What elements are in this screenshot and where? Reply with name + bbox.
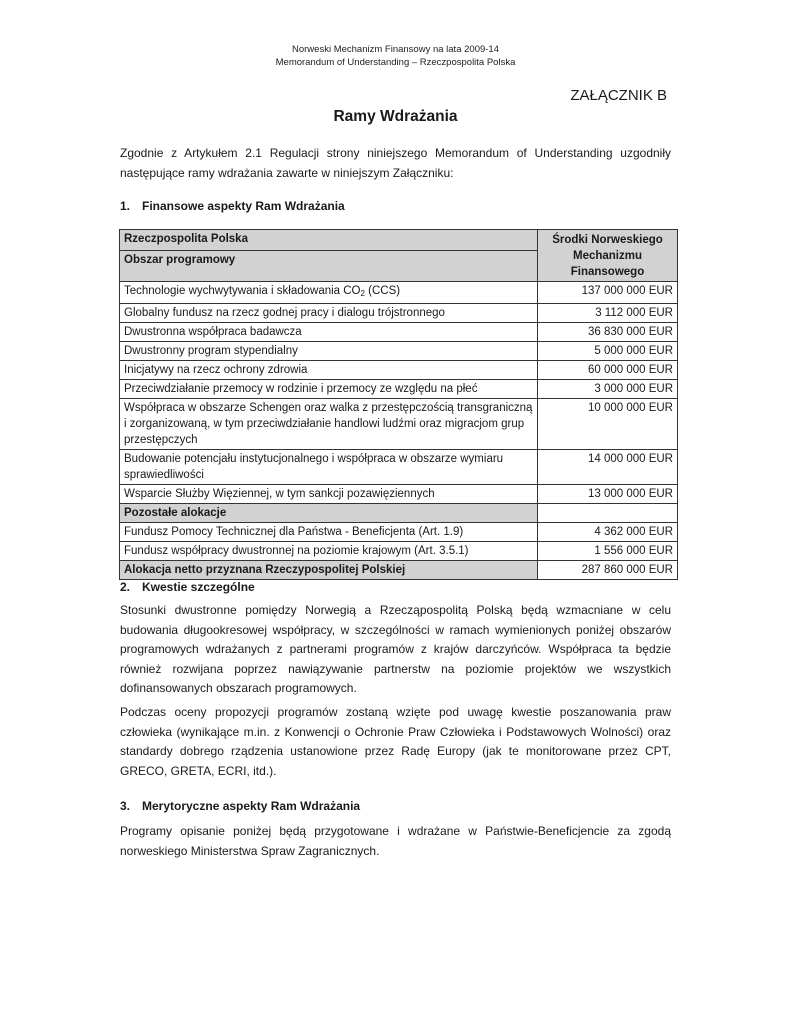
total-amount: 287 860 000 EUR [538, 561, 678, 580]
row-label: Dwustronny program stypendialny [120, 342, 538, 361]
row-label: Fundusz Pomocy Technicznej dla Państwa - Beneficjenta (Art. 1.9) [120, 523, 538, 542]
section2-heading [120, 580, 255, 594]
page-title: Ramy Wdrażania [333, 108, 458, 125]
row-label: Współpraca w obszarze Schengen oraz walka z przestępczością transgraniczną i zorganizowaną, w tym przeciwdziałanie handlowi ludźmi oraz migracjom grup przestępczych [120, 399, 538, 450]
table-row [120, 282, 678, 304]
table-row [120, 399, 678, 450]
table-header-row [120, 230, 678, 251]
table-total-row [120, 561, 678, 580]
row-label: Fundusz współpracy dwustronnej na poziomie krajowym (Art. 3.5.1) [120, 542, 538, 561]
other-allocations-header: Pozostałe alokacje [120, 504, 538, 523]
row-amount: 1 556 000 EUR [538, 542, 678, 561]
row-amount: 14 000 000 EUR [538, 450, 678, 485]
header-country: Rzeczpospolita Polska [120, 230, 538, 251]
section3-number: 3. [120, 799, 131, 813]
row-label: Dwustronna współpraca badawcza [120, 323, 538, 342]
table-row [120, 323, 678, 342]
table-row [120, 450, 678, 485]
header-area: Obszar programowy [120, 251, 538, 282]
table-row [120, 342, 678, 361]
table-subheader-row [120, 504, 678, 523]
table-row [120, 380, 678, 399]
row-label: Przeciwdziałanie przemocy w rodzinie i przemocy ze względu na płeć [120, 380, 538, 399]
section2-paragraph2: Podczas oceny propozycji programów zostaną wzięte pod uwagę kwestie poszanowania praw człowieka (wynikające m.in. z Konwencji o Ochronie Praw Człowieka i Podstawowych Wolności) oraz standardy dobrego rządzenia ustanowione przez Radę Europy (jak te monitorowane przez CPT, GRECO, GRETA, ECRI, itd.). [120, 705, 671, 778]
row-amount: 5 000 000 EUR [538, 342, 678, 361]
row-amount: 10 000 000 EUR [538, 399, 678, 450]
section2-paragraph1: Stosunki dwustronne pomiędzy Norwegią a Rzecząpospolitą Polską będą wzmacniane w celu budowania długookresowej współpracy, w szczególności w ramach wymienionych poniżej obszarów programowych wdrażanych z partnerami programów z krajów darczyńców. Współpraca ta będzie również rozwijana poprzez nawiązywanie partnerstw na poziomie projektów we wszystkich dofinansowanych obszarach programowych. [120, 603, 671, 695]
ccs-label-suffix: (CCS) [364, 285, 401, 297]
financial-table [119, 229, 678, 580]
table-row [120, 304, 678, 323]
annex-label: ZAŁĄCZNIK B [570, 87, 667, 104]
empty-cell [538, 504, 678, 523]
running-header-line1: Norweski Mechanizm Finansowy na lata 2009-14 [292, 44, 499, 55]
header-funds: Środki Norweskiego Mechanizmu Finansowego [538, 230, 678, 282]
total-label: Alokacja netto przyznana Rzeczypospolitej Polskiej [120, 561, 538, 580]
ccs-label-subscript: 2 [360, 289, 365, 298]
table-row [120, 523, 678, 542]
row-amount: 60 000 000 EUR [538, 361, 678, 380]
section1-number: 1. [120, 199, 131, 213]
table-row [120, 542, 678, 561]
section2-title: Kwestie szczególne [142, 580, 255, 594]
row-label: Wsparcie Służby Więziennej, w tym sankcji pozawięziennych [120, 485, 538, 504]
row-label: Budowanie potencjału instytucjonalnego i współpraca w obszarze wymiaru sprawiedliwości [120, 450, 538, 485]
row-label: Globalny fundusz na rzecz godnej pracy i dialogu trójstronnego [120, 304, 538, 323]
table-row [120, 361, 678, 380]
running-header-line2: Memorandum of Understanding – Rzeczpospolita Polska [275, 57, 516, 68]
ccs-label-prefix: Technologie wychwytywania i składowania CO [124, 285, 361, 297]
row-amount: 3 000 000 EUR [538, 380, 678, 399]
section3-heading [120, 799, 360, 813]
row-amount: 36 830 000 EUR [538, 323, 678, 342]
section1-heading [120, 199, 345, 213]
row-amount: 137 000 000 EUR [538, 282, 678, 304]
row-amount: 13 000 000 EUR [538, 485, 678, 504]
section2-number: 2. [120, 580, 131, 594]
table-row [120, 485, 678, 504]
intro-paragraph: Zgodnie z Artykułem 2.1 Regulacji strony niniejszego Memorandum of Understanding uzgodniły następujące ramy wdrażania zawarte w niniejszym Załączniku: [120, 146, 671, 180]
section3-title: Merytoryczne aspekty Ram Wdrażania [142, 799, 361, 813]
section1-title: Finansowe aspekty Ram Wdrażania [142, 199, 345, 213]
row-amount: 4 362 000 EUR [538, 523, 678, 542]
section3-paragraph1: Programy opisanie poniżej będą przygotowane i wdrażane w Państwie-Beneficjencie za zgodą norweskiego Ministerstwa Spraw Zagranicznych. [120, 824, 671, 858]
row-label [120, 282, 538, 304]
row-amount: 3 112 000 EUR [538, 304, 678, 323]
row-label: Inicjatywy na rzecz ochrony zdrowia [120, 361, 538, 380]
